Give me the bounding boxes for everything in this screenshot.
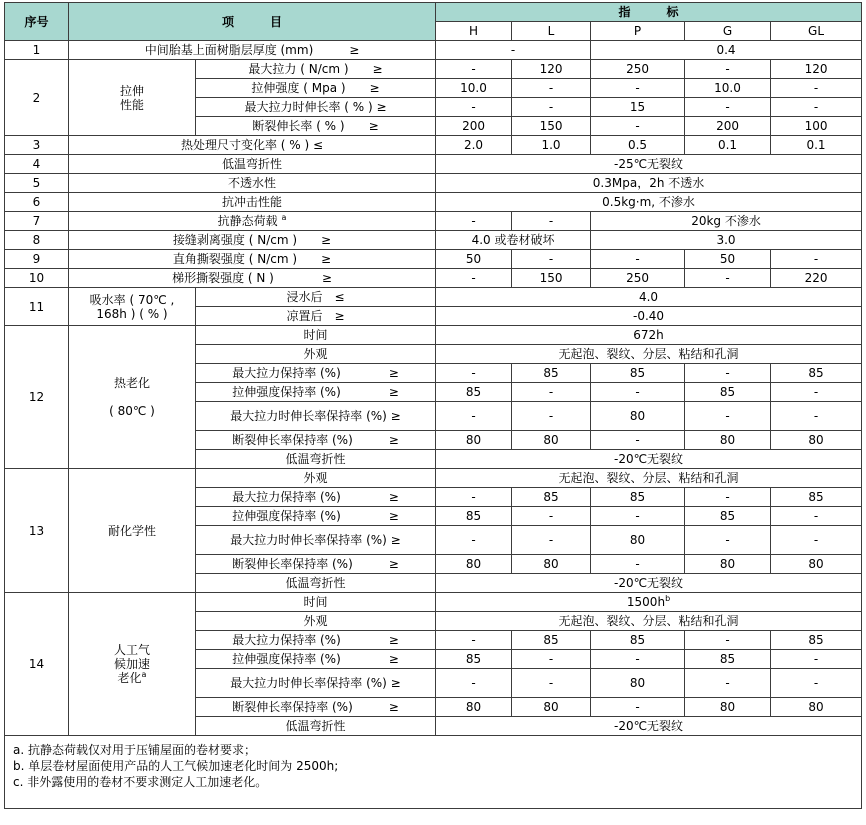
cell-value: - <box>685 402 771 431</box>
row-label: 拉伸强度 ( Mpa ) ≥ <box>196 79 436 98</box>
footnote-mark: a <box>141 670 147 679</box>
table-row <box>5 155 862 174</box>
cell-value: - <box>771 250 862 269</box>
cell-value: 250 <box>591 60 685 79</box>
cell-value: - <box>512 98 591 117</box>
cell-value: -0.40 <box>436 307 862 326</box>
cell-value: - <box>591 79 685 98</box>
row-label: 断裂伸长率 ( % ) ≥ <box>196 117 436 136</box>
cell-value: - <box>771 526 862 555</box>
cell-value: 无起泡、裂纹、分层、粘结和孔洞 <box>436 345 862 364</box>
row-label: 时间 <box>196 326 436 345</box>
cell-value: 0.3Mpa，2h 不透水 <box>436 174 862 193</box>
cell-value: - <box>512 402 591 431</box>
cell-value: 4.0 <box>436 288 862 307</box>
cell-value: 20kg 不渗水 <box>591 212 862 231</box>
row-label: 断裂伸长率保持率 (%) ≥ <box>196 698 436 717</box>
cell-value: - <box>591 431 685 450</box>
cell-value: 80 <box>512 555 591 574</box>
row-no: 4 <box>5 155 69 174</box>
row-label: 低温弯折性 <box>196 574 436 593</box>
cell-value: 50 <box>436 250 512 269</box>
row-label: 断裂伸长率保持率 (%) ≥ <box>196 555 436 574</box>
row-label: 外观 <box>196 612 436 631</box>
cell-value: 80 <box>591 402 685 431</box>
cell-value: 80 <box>512 431 591 450</box>
cell-value: 0.1 <box>771 136 862 155</box>
cell-value: 85 <box>512 631 591 650</box>
row-label: 最大拉力时伸长率保持率 (%) ≥ <box>196 526 436 555</box>
footnote-mark: a <box>281 213 287 222</box>
note-a: a. 抗静态荷载仅对用于压铺屋面的卷材要求； <box>13 743 256 757</box>
row-label: 拉伸强度保持率 (%) ≥ <box>196 383 436 402</box>
row-no: 1 <box>5 41 69 60</box>
cell-value: 1.0 <box>512 136 591 155</box>
row-label: 最大拉力 ( N/cm ) ≥ <box>196 60 436 79</box>
row-label: 直角撕裂强度 ( N/cm ) ≥ <box>69 250 436 269</box>
cell-value: - <box>685 269 771 288</box>
cell-value: - <box>771 507 862 526</box>
row-label: 凉置后 ≥ <box>196 307 436 326</box>
grade-p: P <box>591 22 685 41</box>
cell-value: 85 <box>436 507 512 526</box>
group-label <box>69 593 196 736</box>
cell-value: 0.5kg·m, 不渗水 <box>436 193 862 212</box>
cell-value: 无起泡、裂纹、分层、粘结和孔洞 <box>436 612 862 631</box>
cell-value: 200 <box>685 117 771 136</box>
row-label: 热处理尺寸变化率 ( % ) ≤ <box>69 136 436 155</box>
cell-value: - <box>685 526 771 555</box>
cell-value: 85 <box>591 631 685 650</box>
cell-value: 85 <box>771 631 862 650</box>
cell-value: - <box>436 402 512 431</box>
cell-value: 672h <box>436 326 862 345</box>
spec-table <box>4 2 862 809</box>
cell-value: - <box>591 555 685 574</box>
cell-value: - <box>512 650 591 669</box>
cell-value: - <box>512 79 591 98</box>
header-row <box>5 3 862 22</box>
cell-value: - <box>771 79 862 98</box>
cell-value: -20℃无裂纹 <box>436 717 862 736</box>
cell-value: - <box>436 212 512 231</box>
cell-value: 85 <box>436 650 512 669</box>
table-row <box>5 326 862 345</box>
cell-value: 85 <box>591 488 685 507</box>
spec-table-container <box>4 2 862 809</box>
notes-cell <box>5 736 862 809</box>
row-label: 最大拉力时伸长率 ( % ) ≥ <box>196 98 436 117</box>
cell-value: 150 <box>512 117 591 136</box>
row-label <box>69 212 436 231</box>
cell-value: 10.0 <box>436 79 512 98</box>
cell-value: 80 <box>436 698 512 717</box>
cell-value: 0.5 <box>591 136 685 155</box>
table-row <box>5 60 862 79</box>
cell-value: 80 <box>685 555 771 574</box>
cell-value: - <box>436 269 512 288</box>
cell-value: 80 <box>512 698 591 717</box>
grade-g: G <box>685 22 771 41</box>
cell-value: 无起泡、裂纹、分层、粘结和孔洞 <box>436 469 862 488</box>
header-seq: 序号 <box>5 3 69 41</box>
group-label: 拉伸 性能 <box>69 60 196 136</box>
row-no: 9 <box>5 250 69 269</box>
cell-value: 85 <box>771 364 862 383</box>
row-label-text: 抗静态荷载 <box>217 214 278 228</box>
cell-value: 150 <box>512 269 591 288</box>
cell-value: 200 <box>436 117 512 136</box>
cell-value: - <box>685 60 771 79</box>
row-label: 低温弯折性 <box>196 450 436 469</box>
cell-value: 10.0 <box>685 79 771 98</box>
time-value: 1500h <box>626 595 666 609</box>
row-label: 梯形撕裂强度 ( N ) ≥ <box>69 269 436 288</box>
row-label: 低温弯折性 <box>196 717 436 736</box>
cell-value: 120 <box>512 60 591 79</box>
row-no: 7 <box>5 212 69 231</box>
row-no: 3 <box>5 136 69 155</box>
cell-value: - <box>771 650 862 669</box>
group-label <box>69 326 196 469</box>
group-label: 吸水率 ( 70℃ , 168h ) ( % ) <box>69 288 196 326</box>
cell-value: - <box>436 60 512 79</box>
cell-value: - <box>685 98 771 117</box>
row-label: 浸水后 ≤ <box>196 288 436 307</box>
cell-value: - <box>436 98 512 117</box>
row-label: 最大拉力时伸长率保持率 (%) ≥ <box>196 402 436 431</box>
cell-value: 85 <box>512 364 591 383</box>
cell-value: - <box>591 698 685 717</box>
cell-value: - <box>436 488 512 507</box>
cell-value <box>436 593 862 612</box>
row-label: 最大拉力保持率 (%) ≥ <box>196 631 436 650</box>
row-no: 5 <box>5 174 69 193</box>
cell-value: 85 <box>512 488 591 507</box>
cell-value: - <box>512 507 591 526</box>
row-label: 最大拉力时伸长率保持率 (%) ≥ <box>196 669 436 698</box>
cell-value: - <box>591 250 685 269</box>
table-row <box>5 288 862 307</box>
cell-value: - <box>685 488 771 507</box>
cell-value: 85 <box>436 383 512 402</box>
footnote-mark: b <box>665 594 671 603</box>
cell-value: 80 <box>771 431 862 450</box>
table-row <box>5 136 862 155</box>
row-no: 13 <box>5 469 69 593</box>
cell-value: 50 <box>685 250 771 269</box>
cell-value: - <box>436 631 512 650</box>
row-no: 6 <box>5 193 69 212</box>
cell-value: 80 <box>771 555 862 574</box>
table-row <box>5 269 862 288</box>
group-label: 耐化学性 <box>69 469 196 593</box>
cell-value: -25℃无裂纹 <box>436 155 862 174</box>
cell-value: - <box>771 669 862 698</box>
header-item: 项 目 <box>69 3 436 41</box>
row-label: 断裂伸长率保持率 (%) ≥ <box>196 431 436 450</box>
note-b: b. 单层卷材屋面使用产品的人工气候加速老化时间为 2500h; <box>13 759 339 773</box>
cell-value: -20℃无裂纹 <box>436 450 862 469</box>
row-label: 低温弯折性 <box>69 155 436 174</box>
cell-value: 80 <box>436 555 512 574</box>
cell-value: - <box>512 383 591 402</box>
grade-l: L <box>512 22 591 41</box>
cell-value: -20℃无裂纹 <box>436 574 862 593</box>
cell-value: 80 <box>685 431 771 450</box>
cell-value: - <box>436 669 512 698</box>
row-no: 2 <box>5 60 69 136</box>
table-row <box>5 593 862 612</box>
grade-gl: GL <box>771 22 862 41</box>
cell-value: - <box>591 507 685 526</box>
row-label: 中间胎基上面树脂层厚度 (mm) ≥ <box>69 41 436 60</box>
row-label: 外观 <box>196 469 436 488</box>
cell-value: - <box>685 631 771 650</box>
row-no: 8 <box>5 231 69 250</box>
table-row <box>5 469 862 488</box>
row-no: 14 <box>5 593 69 736</box>
row-label: 不透水性 <box>69 174 436 193</box>
cell-value: - <box>771 402 862 431</box>
table-row <box>5 174 862 193</box>
table-row <box>5 250 862 269</box>
row-label: 时间 <box>196 593 436 612</box>
cell-value: - <box>591 650 685 669</box>
cell-value: 4.0 或卷材破坏 <box>436 231 591 250</box>
row-label: 最大拉力保持率 (%) ≥ <box>196 488 436 507</box>
group-label-sub: ( 80℃ ) <box>109 404 155 418</box>
cell-value: - <box>771 98 862 117</box>
row-no: 10 <box>5 269 69 288</box>
cell-value: - <box>436 41 591 60</box>
cell-value: - <box>591 117 685 136</box>
group-label-text: 热老化 <box>113 376 150 390</box>
row-label: 最大拉力保持率 (%) ≥ <box>196 364 436 383</box>
cell-value: 85 <box>685 507 771 526</box>
cell-value: 3.0 <box>591 231 862 250</box>
cell-value: - <box>591 383 685 402</box>
cell-value: 85 <box>685 650 771 669</box>
row-label: 抗冲击性能 <box>69 193 436 212</box>
table-row <box>5 41 862 60</box>
cell-value: - <box>685 364 771 383</box>
cell-value: - <box>512 250 591 269</box>
row-label: 拉伸强度保持率 (%) ≥ <box>196 650 436 669</box>
cell-value: 100 <box>771 117 862 136</box>
cell-value: - <box>771 383 862 402</box>
table-row <box>5 193 862 212</box>
table-row <box>5 231 862 250</box>
cell-value: - <box>512 669 591 698</box>
header-index: 指 标 <box>436 3 862 22</box>
cell-value: 15 <box>591 98 685 117</box>
row-no: 11 <box>5 288 69 326</box>
row-no: 12 <box>5 326 69 469</box>
cell-value: 0.1 <box>685 136 771 155</box>
cell-value: 80 <box>591 669 685 698</box>
cell-value: - <box>685 669 771 698</box>
cell-value: 80 <box>771 698 862 717</box>
note-c: c. 非外露使用的卷材不要求测定人工加速老化。 <box>13 775 268 789</box>
cell-value: - <box>512 526 591 555</box>
cell-value: - <box>436 526 512 555</box>
group-label-text: 人工气 候加速 老化 <box>113 643 150 685</box>
row-label: 外观 <box>196 345 436 364</box>
grade-h: H <box>436 22 512 41</box>
cell-value: 80 <box>591 526 685 555</box>
cell-value: - <box>512 212 591 231</box>
table-row <box>5 212 862 231</box>
cell-value: 85 <box>591 364 685 383</box>
cell-value: 80 <box>436 431 512 450</box>
cell-value: 250 <box>591 269 685 288</box>
notes-row <box>5 736 862 809</box>
cell-value: - <box>436 364 512 383</box>
cell-value: 85 <box>685 383 771 402</box>
cell-value: 0.4 <box>591 41 862 60</box>
cell-value: 220 <box>771 269 862 288</box>
cell-value: 2.0 <box>436 136 512 155</box>
row-label: 拉伸强度保持率 (%) ≥ <box>196 507 436 526</box>
cell-value: 80 <box>685 698 771 717</box>
cell-value: 85 <box>771 488 862 507</box>
cell-value: 120 <box>771 60 862 79</box>
row-label: 接缝剥离强度 ( N/cm ) ≥ <box>69 231 436 250</box>
